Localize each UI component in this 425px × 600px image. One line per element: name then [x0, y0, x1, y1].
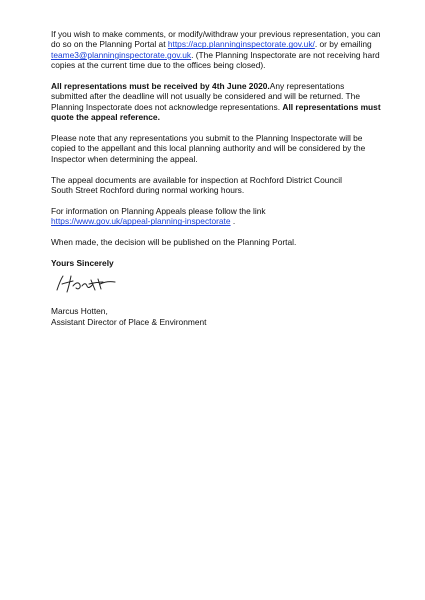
- signatory-block: [51, 306, 381, 327]
- comments-paragraph: [51, 29, 381, 71]
- signatory-name: Marcus Hotten,: [51, 306, 108, 317]
- quote-reference-bold: All representations must quote the appeal reference.: [51, 101, 381, 123]
- copied-paragraph: Please note that any representations you submit to the Planning Inspectorate will be copied to the appellant and this local planning authority and will be considered by the Inspector when determining the appeal.: [51, 133, 366, 164]
- handwritten-signature: [51, 272, 121, 296]
- decision-paragraph: When made, the decision will be published on the Planning Portal.: [51, 237, 297, 248]
- comments-text-c: . (The Planning Inspectorate are not receiving hard copies at the current time due to the offices being closed).: [51, 49, 380, 71]
- gov-appeal-link[interactable]: https://www.gov.uk/appeal-planning-inspectorate: [51, 216, 231, 227]
- deadline-paragraph: [51, 81, 381, 123]
- inspection-line-2: South Street Rochford during normal working hours.: [51, 185, 245, 196]
- comments-text-a: If you wish to make comments, or modify/withdraw your previous representation, you can do so on the Planning Portal at: [51, 29, 381, 50]
- email-link[interactable]: teame3@planninginspectorate.gov.uk: [51, 49, 192, 60]
- information-text-after: .: [230, 216, 236, 227]
- inspection-paragraph: [51, 175, 381, 196]
- information-text: For information on Planning Appeals please follow the link: [51, 205, 266, 216]
- letter-body: [51, 29, 381, 327]
- information-paragraph: [51, 206, 381, 227]
- inspection-line-1: The appeal documents are available for inspection at Rochford District Council: [51, 174, 342, 185]
- deadline-bold: All representations must be received by 4th June 2020.: [51, 81, 270, 92]
- planning-portal-link[interactable]: https://acp.planninginspectorate.gov.uk/: [167, 39, 315, 50]
- signatory-title: Assistant Director of Place & Environment: [51, 316, 207, 327]
- closing-salutation: Yours Sincerely: [51, 257, 114, 268]
- deadline-text: Any representations submitted after the deadline will not usually be considered and will be returned. The Planning Inspectorate does not acknowledge representations.: [51, 81, 360, 112]
- comments-text-b: . or by emailing: [314, 39, 372, 50]
